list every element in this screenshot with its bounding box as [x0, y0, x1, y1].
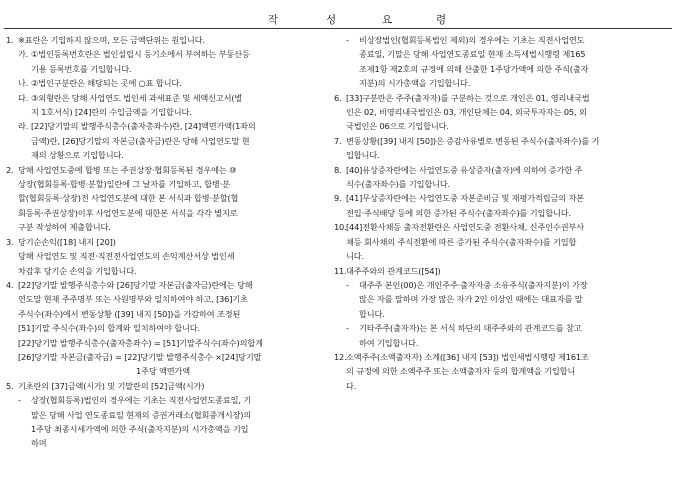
list-item [6, 278, 312, 336]
sub-item-marker: 나. [18, 78, 29, 89]
list-item [334, 91, 662, 134]
sub-item [18, 76, 312, 90]
item-text-line: 소액주주(소액출자자) 소계([36] 내지 [53]) 법인세법시행령 제161조 [346, 351, 589, 362]
sub-item-marker: 가. [18, 49, 29, 60]
sub-item-text-line: 비상장법인(협회등록법인 제외)의 경우에는 기초는 직전사업연도 [359, 35, 585, 45]
formula-line: 1주당 액면가액 [136, 366, 191, 377]
list-item [6, 33, 312, 163]
formula-line: [22]당기말 발행주식총수(출자총좌수) = [51]기말주식수(좌수)의합계 [18, 337, 263, 348]
sub-item-text-line: 하여 기입합니다. [359, 337, 419, 348]
title-char: 령 [436, 14, 447, 26]
item-text-line: 다. [346, 380, 357, 391]
item-number: 3. [6, 236, 14, 247]
item-number: 5. [6, 380, 14, 391]
item-text-line: 인은 02, 비영리내국법인은 03, 개인단체는 04, 외국투자자는 05, 외 [346, 107, 587, 118]
item-text-line: 니다. [346, 251, 364, 262]
list-item [334, 134, 662, 163]
sub-item-marker: 라. [18, 121, 29, 132]
sub-item-text-line: ①법인등록번호란은 법인설립시 등기소에서 부여하는 부동산등 [31, 49, 250, 60]
item-text-line: 대주주와의 관계코드([54]) [346, 265, 441, 276]
item-text-line: 당기순손익([18] 내지 [20]) [18, 236, 116, 247]
item-number: 4. [6, 279, 14, 290]
item-text-line: 회등록·주권상장)이후 사업연도분에 대한본 서식을 각각 별지로 [18, 207, 238, 218]
item-number: 12. [334, 351, 347, 362]
item-number: 2. [6, 164, 14, 175]
item-number: 11. [334, 265, 347, 276]
item-text-line: 입합니다. [346, 150, 380, 161]
sub-item-text-line: 많은 자를 말하며 가장 많은 자가 2인 이상인 때에는 대표자를 말 [359, 294, 583, 305]
item-number: 10. [334, 222, 347, 233]
sub-item-text-line: 합니다. [359, 308, 385, 319]
item-number: 8. [334, 164, 342, 175]
sub-item-marker: - [18, 395, 21, 406]
sub-item-marker: - [346, 279, 349, 290]
list-item [6, 163, 312, 235]
item-number: 1. [6, 35, 14, 45]
sub-item [18, 91, 312, 120]
item-text-line: 차감후 당기순 손익을 기입합니다. [18, 265, 137, 276]
sub-item-text-line: 지분)의 시가총액을 기입합니다. [359, 78, 471, 89]
item-text-line: [51]기말 주식수(좌수)의 합계와 일치하여야 합니다. [18, 323, 200, 334]
title-divider [4, 28, 672, 29]
sub-item-text-line: ②법인구분란은 해당되는 곳에 ○표 합니다. [31, 78, 182, 89]
sub-item-text-line: 기용 등록번호를 기입합니다. [31, 63, 132, 74]
list-item [334, 264, 662, 350]
item-text-line: [22]당기말 발행주식총수와 [26]당기말 자본금(출자금)란에는 당해 [18, 279, 253, 290]
item-text-line: [33]구분란은 주주(출자자)를 구분하는 것으로 개인은 01, 영리내국법 [346, 92, 590, 103]
list-item [334, 350, 662, 393]
list-item [6, 235, 312, 278]
item-text-line: 변동상황([39] 내지 [50])은 증감사유별로 변동된 주식수(출자좌수)를 기 [346, 135, 600, 146]
right-column [334, 33, 662, 393]
item-text-line: 할(협회등록·상장)전 사업연도분에 대한 본 서식과 합병·분할(협 [18, 193, 239, 204]
sub-item-marker: - [346, 323, 349, 334]
item-text-line: 전입·주식배당 등에 의한 증가된 주식수(출자좌수)를 기입합니다. [346, 207, 571, 218]
sub-item-text-line: 금액)란, [26]당기말의 자본금(출자금)란은 당해 사업연도말 현 [31, 135, 250, 146]
item-text-line: 국법인은 06으로 기입합니다. [346, 121, 449, 132]
item-text-line: 식수(출자좌수)를 기입합니다. [346, 179, 451, 190]
item-number: 7. [334, 135, 342, 146]
sub-item-marker: - [346, 35, 349, 45]
item-text-line: 의 규정에 의한 소액주주 또는 소액출자자 등의 합계액을 기입합니 [346, 366, 576, 377]
sub-item [18, 47, 312, 76]
item-text-line: 연도말 현재 주주명부 또는 사원명부와 일치하여야 하고, [36]기초 [18, 294, 248, 305]
sub-item-text-line: [22]당기말의 발행주식총수(출자총좌수)란, [24]액면가액(1좌의 [31, 121, 256, 132]
item-text-line: 채등 회사채의 주식전환에 따른 증가된 주식수(출자좌수)를 기입합 [346, 236, 577, 247]
item-text-line: 상장(협회등록·합병·분할)일란에 그 날자를 기입하고, 합병·분 [18, 179, 230, 190]
list-item [334, 163, 662, 192]
title-char: 작 [268, 14, 279, 26]
sub-item-text-line: 하며 [31, 438, 47, 449]
item-text-line: [44]전환사채등 출자전환란은 사업연도중 전환사채, 신주인수권부사 [346, 222, 584, 233]
item-text-line: [40]유상증자란에는 사업연도중 유상증자(출자)에 의하여 증가한 주 [346, 164, 583, 175]
sub-item [346, 278, 662, 321]
sub-item [346, 321, 662, 350]
page-title [0, 12, 680, 26]
sub-item-text-line: 1주당 최종시세가액에 의한 주식(출자지분)의 시가총액을 기입 [31, 423, 249, 434]
sub-item-text-line: 종료일, 기말은 당해 사업연도종료일 현재 소득세법시행령 제165 [359, 49, 586, 60]
item-text-line: 주식수(좌수)에서 변동상황 ([39] 내지 [50])을 가감하여 조정된 [18, 308, 241, 319]
sub-item-text-line: 재의 상황으로 기입합니다. [31, 150, 124, 161]
left-column [6, 33, 312, 451]
item-text-line: 당해 사업연도중에 합병 또는 주권상장·협회등록된 경우에는 ⑩ [18, 164, 237, 175]
item-text-line: 구분 작성하여 제출합니다. [18, 222, 111, 233]
sub-item [18, 393, 312, 451]
formula-block [6, 336, 312, 379]
item-text-line: 당해 사업연도 및 직전·직전전사업연도의 손익계산서상 법인세 [18, 251, 235, 262]
list-item [334, 191, 662, 220]
list-item [334, 220, 662, 263]
sub-item-text-line: 말은 당해 사업 연도종료일 현재의 증권거래소(협회중개시장)의 [31, 409, 252, 420]
sub-item [346, 33, 662, 91]
title-char: 요 [382, 14, 393, 26]
sub-item-marker: 다. [18, 92, 29, 103]
item-number: 9. [334, 193, 342, 204]
sub-item-text-line: 지 1호서식) [24]란의 수입금액을 기입합니다. [31, 107, 192, 118]
sub-item-text-line: 조제1항 제2호의 규정에 의해 산출한 1주당가액에 의한 주식(출자 [359, 63, 589, 74]
item-text-line: 기초란의 [37]금액(시가) 및 기말란의 [52]금액(시가) [18, 380, 205, 391]
sub-item-text-line: ③외형란은 당해 사업연도 법인세 과세표준 및 세액신고서(별 [31, 92, 243, 103]
item-text-line: ※표란은 기입하지 않으며, 모든 금액단위는 원입니다. [18, 35, 205, 45]
title-char: 성 [326, 14, 337, 26]
item-number: 6. [334, 92, 342, 103]
sub-item [18, 119, 312, 162]
sub-item-text-line: 기타주주(출자자)는 본 서식 하단의 대주주와의 관계코드를 참고 [359, 323, 582, 334]
formula-line: [26]당기말 자본금(출자금) = [22]당기말 발행주식총수 ×[24]당기말 [18, 351, 262, 362]
item-text-line: [41]무상증자란에는 사업연도중 자본준비금 및 재평가적립금의 자본 [346, 193, 584, 204]
sub-item-text-line: 대주주 본인(00)은 개인주주·출자자중 소유주식(출자지분)이 가장 [359, 279, 588, 290]
sub-item-text-line: 상장(협회등록)법인의 경우에는 기초는 직전사업연도종료일, 기 [31, 395, 252, 406]
list-item [334, 33, 662, 91]
list-item [6, 379, 312, 451]
